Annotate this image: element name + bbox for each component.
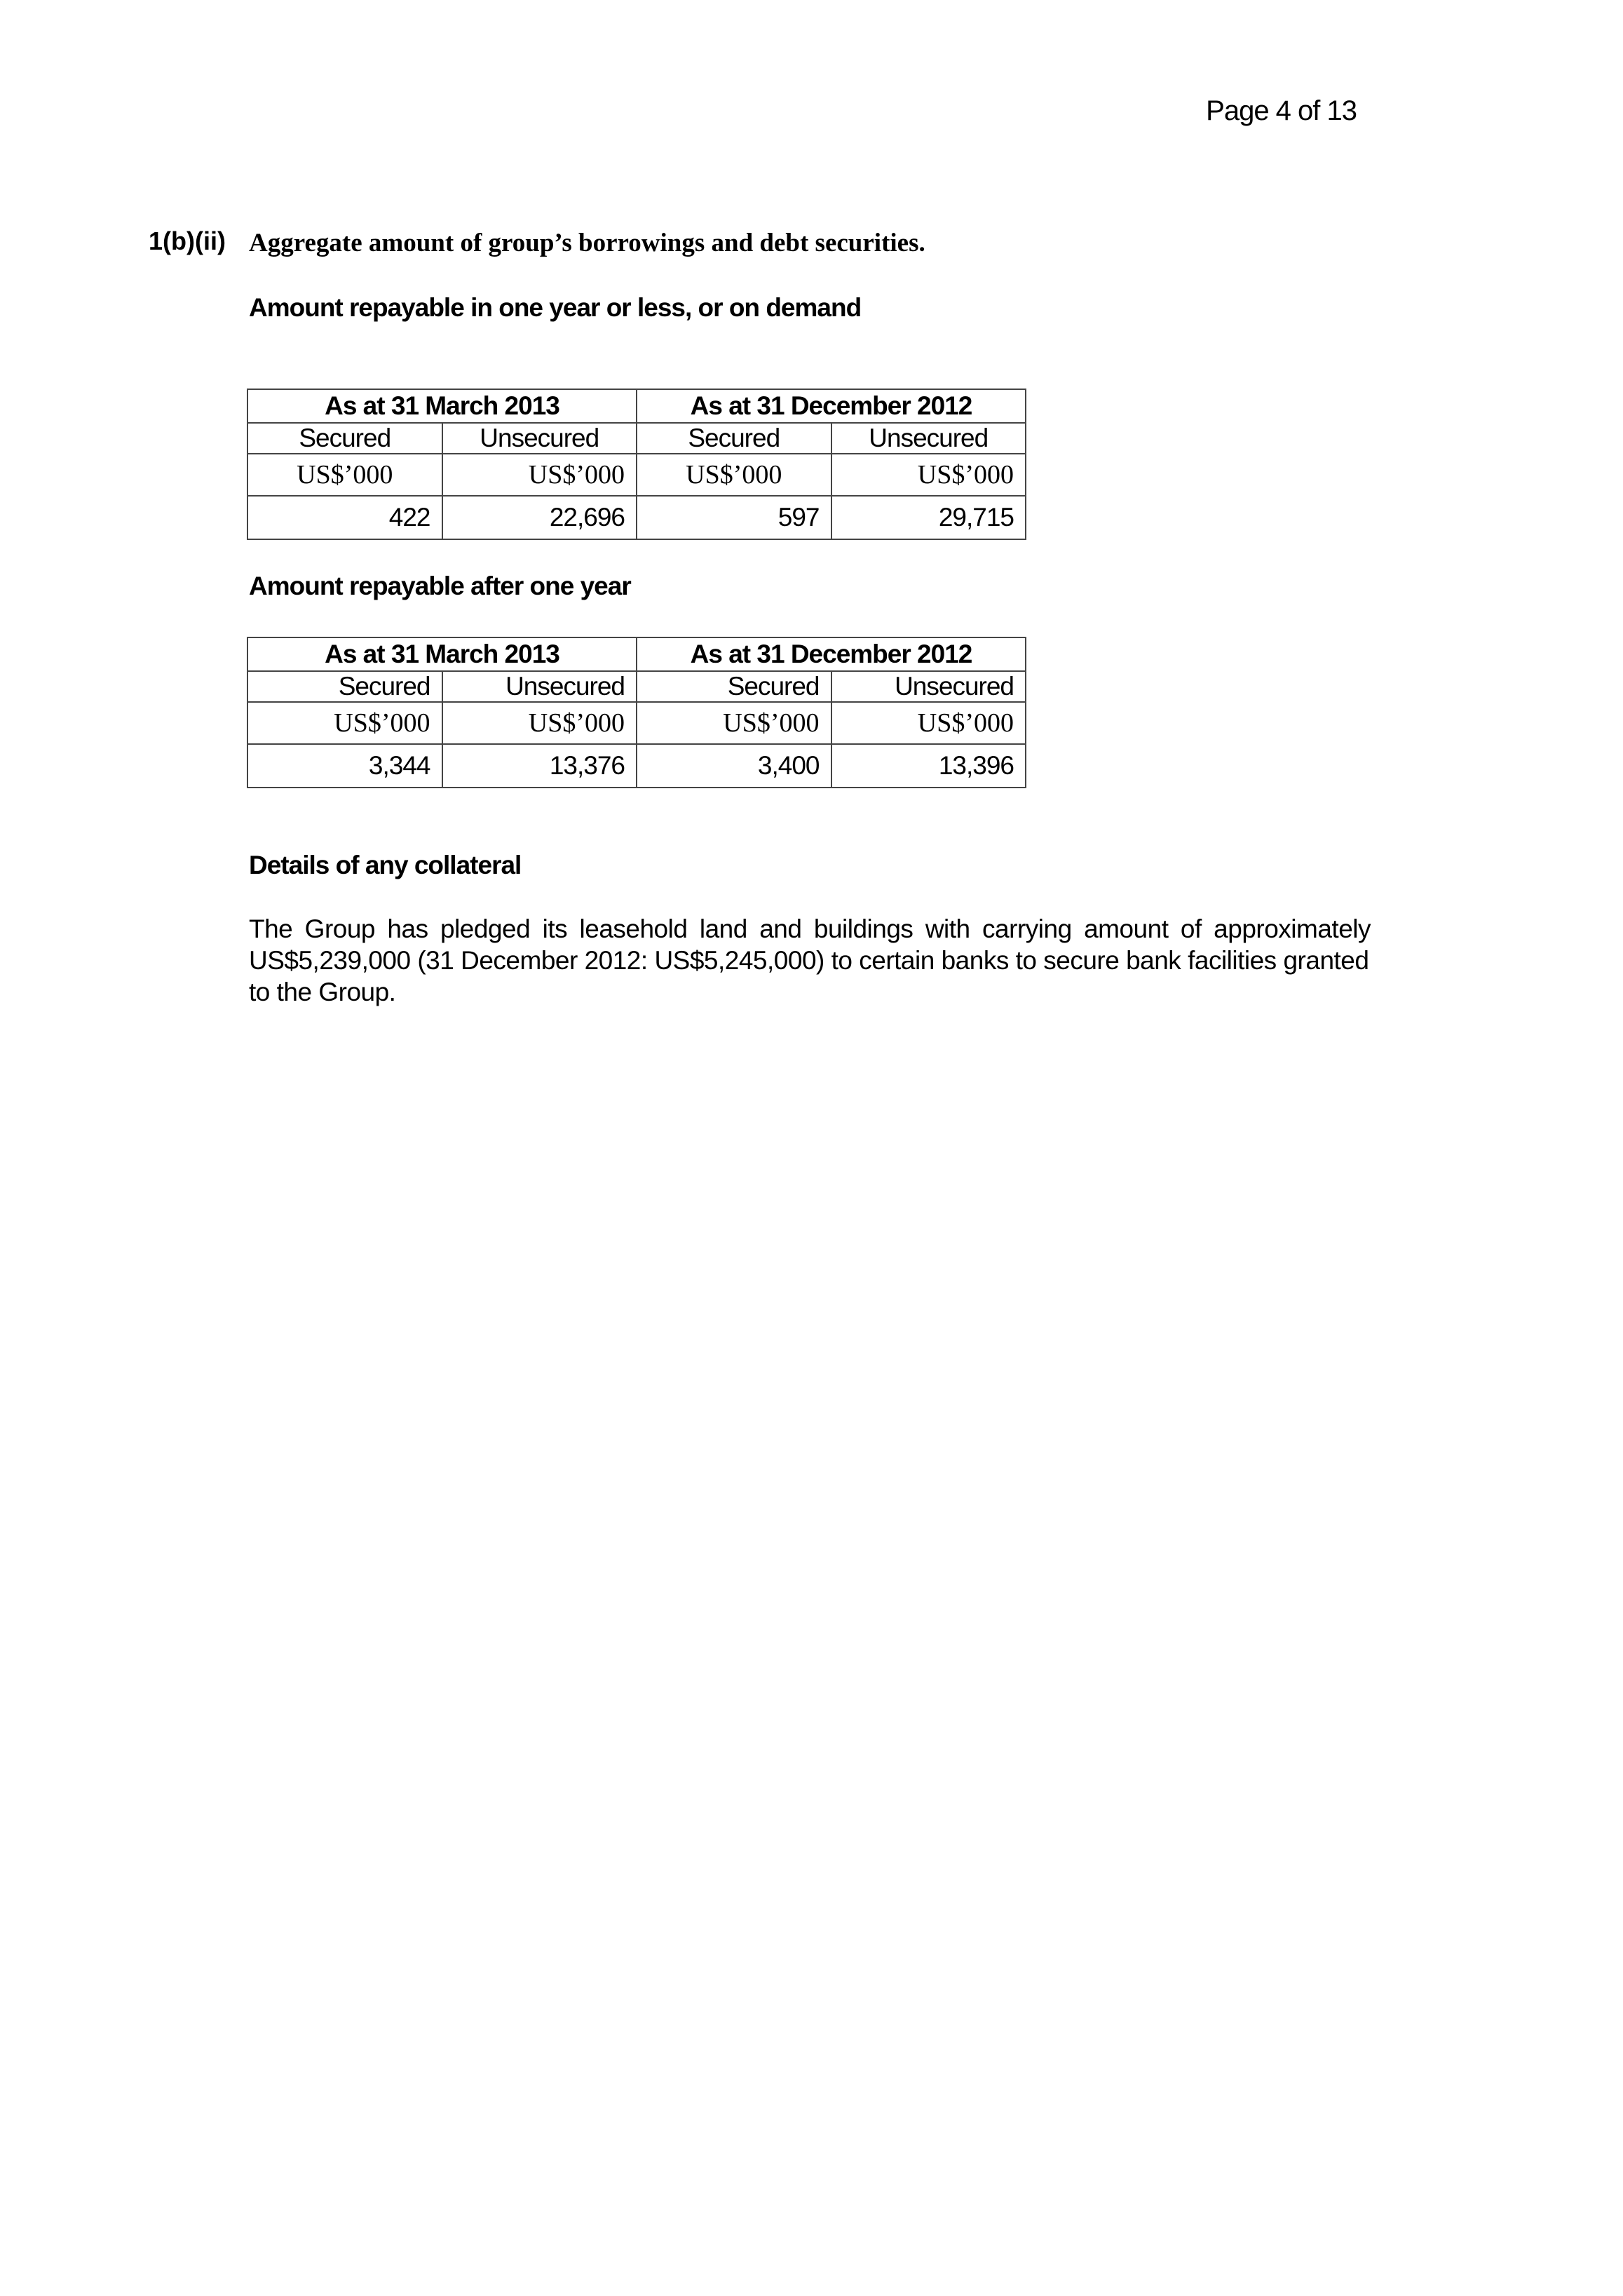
- collateral-heading: Details of any collateral: [249, 851, 522, 879]
- kind-header: Unsecured: [831, 671, 1026, 702]
- one-year-heading: Amount repayable in one year or less, or on demand: [249, 293, 862, 322]
- unit-cell: US$’000: [247, 702, 442, 744]
- period-header: As at 31 March 2013: [247, 389, 637, 423]
- period-row: [247, 389, 1026, 423]
- after-one-year-heading: Amount repayable after one year: [249, 572, 631, 600]
- value-cell: 422: [247, 496, 442, 539]
- unit-cell: US$’000: [442, 702, 637, 744]
- value-cell: 3,344: [247, 744, 442, 788]
- paragraph-line: to the Group.: [249, 978, 396, 1006]
- one-year-table: [247, 389, 1026, 540]
- unit-cell: US$’000: [247, 454, 442, 496]
- value-cell: 22,696: [442, 496, 637, 539]
- period-header: As at 31 March 2013: [247, 637, 637, 671]
- period-header: As at 31 December 2012: [637, 389, 1026, 423]
- kind-header: Secured: [637, 423, 831, 454]
- after-one-year-table: [247, 637, 1026, 788]
- value-cell: 13,376: [442, 744, 637, 788]
- value-cell: 29,715: [831, 496, 1026, 539]
- section-title: Aggregate amount of group’s borrowings and debt securities.: [249, 229, 925, 257]
- kind-header: Unsecured: [831, 423, 1026, 454]
- kind-header: Unsecured: [442, 671, 637, 702]
- unit-cell: US$’000: [831, 454, 1026, 496]
- page-number: Page 4 of 13: [1206, 95, 1357, 126]
- period-header: As at 31 December 2012: [637, 637, 1026, 671]
- unit-cell: US$’000: [831, 702, 1026, 744]
- value-cell: 3,400: [637, 744, 831, 788]
- unit-cell: US$’000: [442, 454, 637, 496]
- paragraph-line: US$5,239,000 (31 December 2012: US$5,245,000) to certain banks to secure bank facilities granted: [249, 946, 1369, 975]
- unit-cell: US$’000: [637, 702, 831, 744]
- value-row: [247, 744, 1026, 788]
- unit-row: [247, 454, 1026, 496]
- paragraph-line: The Group has pledged its leasehold land and buildings with carrying amount of approximately: [249, 914, 1371, 943]
- value-row: [247, 496, 1026, 539]
- unit-cell: US$’000: [637, 454, 831, 496]
- unit-row: [247, 702, 1026, 744]
- value-cell: 13,396: [831, 744, 1026, 788]
- kind-row: [247, 423, 1026, 454]
- kind-header: Secured: [247, 423, 442, 454]
- kind-header: Unsecured: [442, 423, 637, 454]
- collateral-paragraph: [249, 913, 1371, 1008]
- kind-row: [247, 671, 1026, 702]
- value-cell: 597: [637, 496, 831, 539]
- period-row: [247, 637, 1026, 671]
- kind-header: Secured: [247, 671, 442, 702]
- section-number: 1(b)(ii): [149, 227, 226, 255]
- kind-header: Secured: [637, 671, 831, 702]
